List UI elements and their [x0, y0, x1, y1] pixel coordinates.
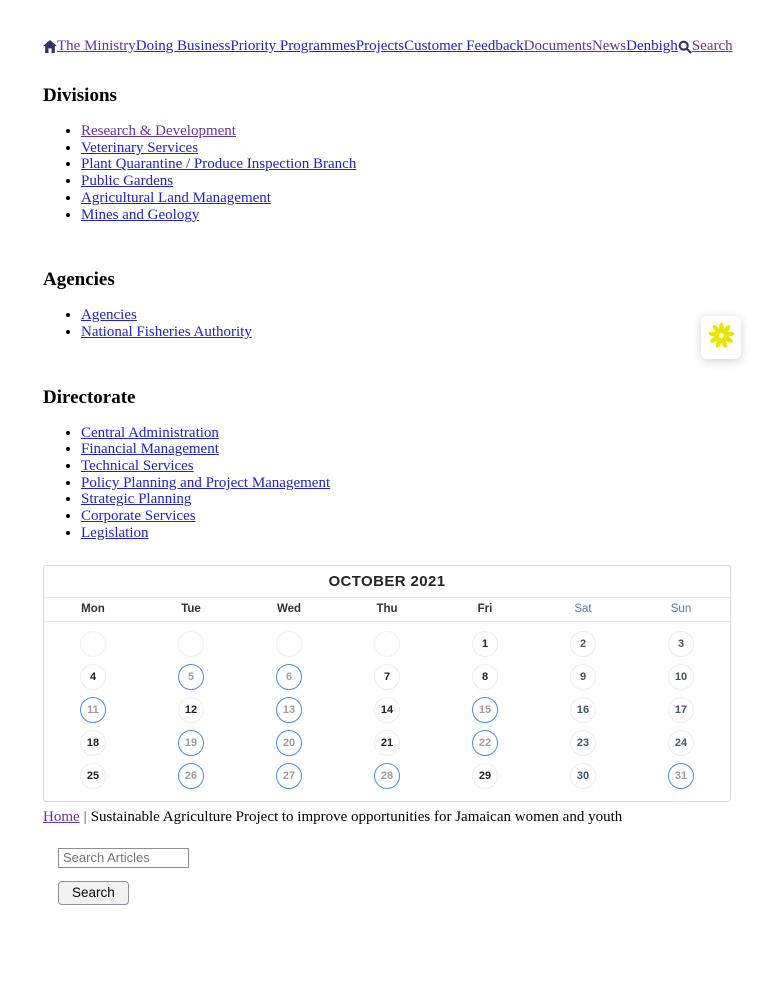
calendar-day — [44, 760, 142, 793]
divisions-heading: Divisions — [43, 85, 117, 106]
calendar-day-circle: 17 — [668, 697, 694, 723]
calendar-day-circle: 3 — [668, 631, 694, 657]
list-item — [81, 425, 731, 442]
divisions-list — [43, 123, 731, 223]
list-item — [81, 441, 731, 458]
list-item — [81, 324, 731, 341]
calendar-day — [534, 661, 632, 694]
link-legislation[interactable]: Legislation — [81, 524, 149, 541]
directorate-list — [43, 425, 731, 542]
link-research-development[interactable]: Research & Development — [81, 123, 236, 139]
asterisk-icon — [708, 322, 735, 354]
list-item — [81, 525, 731, 542]
list-item — [81, 508, 731, 525]
calendar-day-event-circle[interactable]: 22 — [472, 730, 498, 756]
breadcrumb-separator: | — [83, 808, 87, 825]
calendar-day-circle: 14 — [374, 697, 400, 723]
calendar-day-event-circle[interactable]: 28 — [374, 763, 400, 789]
calendar-day — [632, 727, 730, 760]
calendar-day-event-circle[interactable]: 5 — [178, 664, 204, 690]
calendar-day — [44, 628, 142, 661]
link-strategic-planning[interactable]: Strategic Planning — [81, 491, 192, 508]
calendar-day — [534, 760, 632, 793]
calendar-day[interactable] — [240, 760, 338, 793]
calendar-day-circle — [178, 631, 204, 657]
calendar-day — [632, 628, 730, 661]
calendar-day-circle: 21 — [374, 730, 400, 756]
search-articles-input[interactable] — [58, 848, 189, 868]
nav-link-the-ministry[interactable]: The Ministry — [57, 38, 136, 54]
calendar-day — [534, 628, 632, 661]
calendar-day[interactable] — [338, 760, 436, 793]
nav-link-doing-business[interactable]: Doing Business — [135, 38, 231, 54]
nav-link-search[interactable]: Search — [691, 38, 733, 54]
calendar-day-circle — [374, 631, 400, 657]
calendar-day — [142, 628, 240, 661]
nav-link-customer-feedback[interactable]: Customer Feedback — [404, 38, 524, 54]
link-agencies[interactable]: Agencies — [81, 307, 137, 324]
link-policy-planning[interactable]: Policy Planning and Project Management — [81, 474, 331, 491]
calendar-day-circle: 10 — [668, 664, 694, 690]
list-item — [81, 173, 731, 190]
list-item — [81, 140, 731, 157]
calendar-day[interactable] — [142, 661, 240, 694]
link-central-administration[interactable]: Central Administration — [81, 424, 219, 441]
calendar-day — [338, 661, 436, 694]
calendar-day-circle: 23 — [570, 730, 596, 756]
calendar-day — [534, 727, 632, 760]
calendar-day-event-circle[interactable]: 15 — [472, 697, 498, 723]
home-link[interactable]: Home — [43, 808, 80, 825]
calendar-day — [632, 694, 730, 727]
home-icon[interactable] — [43, 40, 57, 54]
calendar-day-event-circle[interactable]: 11 — [80, 697, 106, 723]
calendar-day-headers — [44, 598, 730, 622]
link-national-fisheries-authority[interactable]: National Fisheries Authority — [81, 323, 252, 340]
calendar-day-circle: 1 — [472, 631, 498, 657]
calendar-day[interactable] — [142, 760, 240, 793]
calendar-day-circle: 4 — [80, 664, 106, 690]
calendar-day[interactable] — [240, 727, 338, 760]
day-header-sun: Sun — [670, 602, 692, 615]
day-header-wed: Wed — [276, 602, 302, 615]
day-header-mon: Mon — [81, 602, 105, 615]
calendar-month-title: OCTOBER 2021 — [328, 572, 446, 590]
link-mines-and-geology[interactable]: Mines and Geology — [81, 206, 200, 223]
calendar-day — [338, 727, 436, 760]
search-articles-button[interactable]: Search — [58, 881, 129, 905]
calendar-day-circle: 30 — [570, 763, 596, 789]
calendar-day[interactable] — [632, 760, 730, 793]
nav-link-projects[interactable]: Projects — [355, 38, 405, 54]
calendar-day-event-circle[interactable]: 27 — [276, 763, 302, 789]
day-header-sat: Sat — [574, 602, 592, 615]
day-header-fri: Fri — [477, 602, 493, 615]
list-item — [81, 475, 731, 492]
calendar-day-event-circle[interactable]: 13 — [276, 697, 302, 723]
calendar-day-circle: 16 — [570, 697, 596, 723]
calendar-header — [44, 566, 730, 598]
calendar-day-circle: 24 — [668, 730, 694, 756]
directorate-heading: Directorate — [43, 386, 136, 408]
calendar-day — [44, 727, 142, 760]
calendar-day-event-circle[interactable]: 20 — [276, 730, 302, 756]
calendar-day[interactable] — [240, 694, 338, 727]
events-calendar — [43, 565, 731, 802]
list-item — [81, 458, 731, 475]
search-icon — [678, 40, 692, 54]
breadcrumb-text: Sustainable Agriculture Project to improve opportunities for Jamaican women and youth — [90, 808, 623, 825]
list-item — [81, 156, 731, 173]
calendar-day-circle: 2 — [570, 631, 596, 657]
calendar-day — [240, 628, 338, 661]
list-item — [81, 491, 731, 508]
nav-link-priority-programmes[interactable]: Priority Programmes — [230, 38, 356, 54]
link-public-gardens[interactable]: Public Gardens — [81, 173, 174, 190]
calendar-day — [436, 661, 534, 694]
link-financial-management[interactable]: Financial Management — [81, 441, 219, 458]
top-navigation — [43, 38, 731, 55]
nav-link-news[interactable]: News — [591, 38, 627, 54]
list-item — [81, 207, 731, 224]
calendar-day-circle: 8 — [472, 664, 498, 690]
calendar-day-event-circle[interactable]: 6 — [276, 664, 302, 690]
calendar-day — [632, 661, 730, 694]
calendar-day-circle: 25 — [80, 763, 106, 789]
calendar-day — [142, 694, 240, 727]
calendar-day-event-circle[interactable]: 31 — [668, 763, 694, 789]
calendar-day — [338, 694, 436, 727]
calendar-day — [436, 760, 534, 793]
calendar-day-circle: 12 — [178, 697, 204, 723]
calendar-day[interactable] — [44, 694, 142, 727]
calendar-day — [44, 661, 142, 694]
link-corporate-services[interactable]: Corporate Services — [81, 508, 196, 525]
calendar-day-circle: 18 — [80, 730, 106, 756]
list-item — [81, 307, 731, 324]
calendar-day — [338, 628, 436, 661]
breadcrumb — [43, 809, 731, 826]
floating-widget-button[interactable] — [701, 316, 741, 359]
calendar-day-event-circle[interactable]: 26 — [178, 763, 204, 789]
agencies-list — [43, 307, 731, 340]
calendar-day[interactable] — [436, 727, 534, 760]
day-header-tue: Tue — [181, 602, 201, 615]
link-agricultural-land-management[interactable]: Agricultural Land Management — [81, 189, 271, 206]
calendar-day-event-circle[interactable]: 19 — [178, 730, 204, 756]
link-veterinary-services[interactable]: Veterinary Services — [81, 139, 199, 156]
calendar-day-circle: 7 — [374, 664, 400, 690]
article-search-form — [43, 848, 731, 905]
calendar-day-circle — [276, 631, 302, 657]
list-item — [81, 123, 731, 140]
calendar-day-circle: 29 — [472, 763, 498, 789]
link-plant-quarantine[interactable]: Plant Quarantine / Produce Inspection Branch — [81, 156, 357, 173]
list-item — [81, 190, 731, 207]
calendar-day[interactable] — [240, 661, 338, 694]
calendar-day[interactable] — [142, 727, 240, 760]
calendar-day — [534, 694, 632, 727]
calendar-day-circle: 9 — [570, 664, 596, 690]
calendar-day — [436, 628, 534, 661]
nav-link-denbigh[interactable]: Denbigh — [626, 38, 678, 54]
calendar-day[interactable] — [436, 694, 534, 727]
agencies-heading: Agencies — [43, 269, 115, 291]
link-technical-services[interactable]: Technical Services — [81, 458, 194, 475]
calendar-grid — [44, 622, 730, 801]
nav-link-documents[interactable]: Documents — [523, 38, 592, 54]
day-header-thu: Thu — [376, 602, 398, 615]
calendar-day-circle — [80, 631, 106, 657]
